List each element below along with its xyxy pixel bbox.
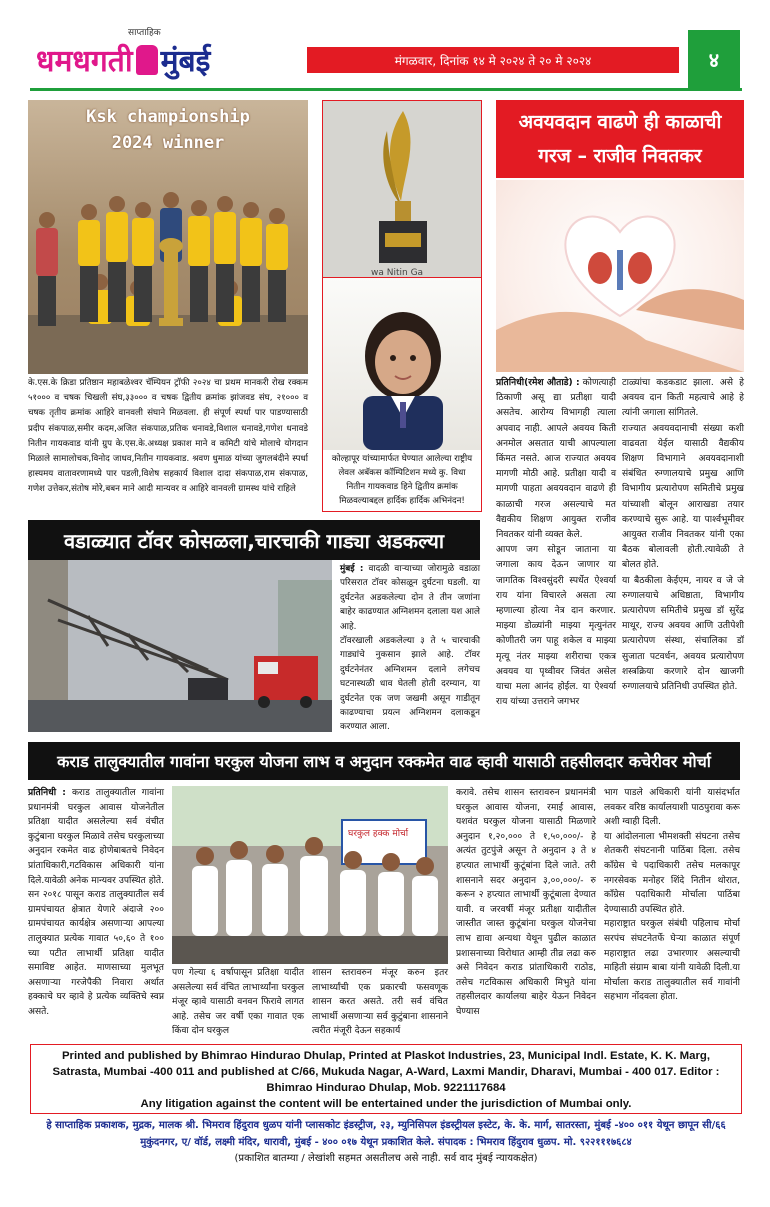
tower-article	[340, 562, 480, 734]
girl-portrait-photo	[322, 278, 482, 450]
tower-headline: वडाळ्यात टॉवर कोसळला,चारचाकी गाड्या अडकल्या	[28, 520, 480, 560]
tower-body: वादळी वाऱ्याच्या जोरामुळे वडाळा परिसरात टॉवर कोसळून दुर्घटना घडली. या दुर्घटनेत अडकलेल्या दोन ते तीन जणांना बाहेर काढण्यात अग्निशमन दलाला यश आले आहे. टॉवरखाली अडकलेल्या ३ ते ५ चारचाकी गाड्यांचे नुकसान झाले आहे. टॉवर दुर्घटनेनंतर अग्निशमन दलाने लगेचच घटनास्थळी धाव घेतली होती दरम्यान, या दुर्घटनेत एक जण जखमी असून गाडीतून काढण्याचा प्रयत्न अग्निशमन दलाकडून करण्यात आला.	[340, 564, 481, 733]
marathi-imprint	[30, 1118, 742, 1170]
karad-column-4: भाग पाडले अधिकारी यांनी यासंदर्भात लवकर वरिष्ठ कार्यालयाशी पाठपुरावा करू अशी ग्वाही दिली. या आंदोलनाला भीमशक्ती संघटना तसेच शेतकरी संघटनानी पाठिंबा दिला. तसेच कॉंग्रेस चे पदाधिकारी तसेच मलकापूर नगरसेवक मनोहर शिंदे नितीन थोरात, कॉंग्रेस पदाधिकारी मोर्चाला पाठिंबा देण्यासाठी उपस्थित होते. महाराष्ट्रात घरकुल संबंधी पहिलाच मोर्चा सरपंच संघटनेतर्फे घेऱ्या काळात संपूर्ण महाराष्ट्रात लढा उभारणार असल्याची माहिती संग्राम बाबा यांनी यावेळी दिली.या मोर्चाला कराड तालुक्यातील सर्व गावांनी सहभाग नोंदवला होता.	[604, 788, 740, 1003]
karad-col1-text: कराड तालुक्यातील गावांना प्रधानमंत्री घरकुल आवास योजनेतील प्रतिक्षा यादीत असलेल्या सर्व वंचीत कुटुंबाना घरकुल मिळावे तसेच घरकुलाच्या अनुदान रकमेत वाढ होणेबाबतचे निवेदन प्रांताधिकारी,गटविकास अधिकारी यांना दिले.यावेळी अनेक मान्यवर उपस्थित होते. सन २०१८ पासून कराड तालुक्यातील सर्व ग्रामपंचायत क्षेत्रात येणारे अंदाजे २०० ग्रामपंचायत कार्यक्षेत्र असणाऱ्या आपल्या तालुक्यात प्रत्येक गावात ५०,६० ते १०० च्या पटीत लाभार्थी प्रतिक्षा यादीत समाविष्ट आहेत. माणसाच्या मुलभूत असणाऱ्या गरजेपैकी निवारा अर्थात हक्काचे घर व्हावे हे प्रत्येक व्यक्तिचे स्वप्न असते.	[28, 788, 164, 1017]
organ-column-1	[496, 376, 616, 748]
logo-wordmark	[36, 39, 210, 80]
imprint-publisher: Printed and published by Bhimrao Hindurao Dhulap, Printed at Plaskot Industries, 23, Municipal Indl. Estate, K. K. Marg, Satrasta, Mumbai -400 011 and published at C/66, Mukuda Nagar, A-Ward, Laxmi Mandir, Dharavi, Mumbai - 400 017. Editor : Bhimrao Hindurao Dhulap, Mob. 9221117684	[52, 1050, 720, 1094]
tower-collapse-photo	[28, 560, 332, 732]
organ-dateline: प्रतिनिधी(रमेश औताडे) :	[496, 378, 580, 388]
masthead-logo	[36, 28, 268, 84]
karad-column-1	[28, 786, 164, 1032]
organ-col1-text: कोणत्याही ठिकाणी असू द्या प्रतीक्षा यादी असतेच. आरोग्य विभागही त्याला अपवाद नाही. आपले अवयव किती अनमोल असतात याची आपल्याला किंमत नसते. आज राज्यात अवयव मागणी मोठी आहे. प्रतीक्षा यादी व मागणी पाहता अवयवदान वाढणे ही काळाची गरज असल्याचे मत वैद्यकीय शिक्षण आयुक्त राजीव निवतकर यांनी व्यक्त केले. आपण जग सोडून जाताना या जगाला काय देऊन जाणार या जागतिक विश्वसुंदरी स्पर्धेत ऐश्वर्या राय यांना विचारले असता त्या म्हणाल्या होत्या नेत्र दान करणार. माझ्या डोळ्यांनी माझ्या मृत्युनंतर कोणीतरी जग पाहू शकेल व माझ्या मृत्यू नंतर माझ्या शरीराचा एकत्र अवयव या पृथ्वीवर जिवंत असेल याचा मला आनंद होईल. या ऐश्वर्या राय यांच्या उत्तराने जगभर	[496, 378, 616, 708]
organ-illustration	[496, 180, 744, 372]
imprint-marathi: हे साप्ताहिक प्रकाशक, मुद्रक, मालक श्री. भिमराव हिंदुराव धुळप यांनी प्लासकोट इंडस्ट्रीज, २३, म्युनिसिपल इंडस्ट्रीयल इस्टेट, के. के. मार्ग, सातरस्ता, मुंबई -४०० ०११ येथून छापून सी/६६ मुकुंदनगर, ए/ वॉर्ड, लक्ष्मी मंदिर, धारावी, मुंबई - ४०० ०१७ येथून प्रकाशित केले. संपादक : भिमराव हिंदुराव धुळप. मो. ९२२१११७६८४	[46, 1120, 726, 1148]
protest-banner-text: घरकुल हक्क मोर्चा	[348, 829, 409, 839]
tower-illustration	[28, 560, 332, 732]
trophy-illustration	[323, 101, 482, 278]
tower-dateline: मुंबई :	[340, 564, 364, 574]
organ-headline-line1: अवयवदान वाढणे ही काळाची	[518, 111, 722, 133]
organ-headline	[496, 100, 744, 178]
trophy-photo	[322, 100, 482, 278]
english-imprint	[30, 1044, 742, 1114]
ksk-team-illustration	[28, 100, 308, 374]
imprint-disclaimer: (प्रकाशित बातम्या / लेखांशी सहमत असतीलच असे नाही. सर्व वाद मुंबई न्यायकक्षेत)	[234, 1153, 538, 1164]
issue-date-band: मंगळवार, दिनांक १४ मे २०२४ ते २० मे २०२४	[307, 47, 679, 73]
ksk-title-line1: Ksk championship	[86, 107, 250, 127]
girl-illustration	[323, 278, 482, 450]
karad-headline: कराड तालुक्यातील गावांना घरकुल योजना लाभ व अनुदान रक्कमेत वाढ व्हावी यासाठी तहसीलदार कचेरीवर मोर्चा	[28, 742, 740, 780]
ksk-title-line2: 2024 winner	[111, 133, 225, 153]
organ-donation-photo	[496, 180, 744, 372]
karad-protest-photo	[172, 786, 448, 964]
organ-headline-line2: गरज – राजीव निवतकर	[538, 145, 702, 167]
organ-column-2: टाळ्यांचा कडकडाट झाला. असे हे अवयव दान किती महत्वाचे आहे हे त्यांनी जगाला सांगितले. राज्यात अवयवदानाची संख्या कशी वाढवता येईल यासाठी वैद्यकीय शिक्षण विभागाने अवयवदानाशी संबंधित रुग्णालयाचे प्रमुख आणि विभागीय प्रत्यारोपण समितीचे प्रमुख यांच्याशी बोलून आराखडा तयार करण्याचे सुरू आहे. या पार्श्वभूमीवर आयुक्त राजीव निवतकर यांनी एका बैठक बोलावली होती.त्यावेळी ते बोलत होते. या बैठकीला केईएम, नायर व जे जे रुग्णालयाचे अधिष्ठाता, विभागीय प्रत्यारोपण समितीचे प्रमुख डॉ सुरेंद्र माथूर, राज्य अवयव आणि उतीपेशी प्रत्यारोपण संस्था, संचालिका डॉ सुजाता पटवर्धन, अवयव प्रत्यारोपण शस्त्रक्रिया करणारे दोन खाजगी रुग्णालयाचे प्रतिनिधी उपस्थित होते.	[622, 378, 744, 693]
ksk-caption: के.एस.के क्रिडा प्रतिष्ठान महाबळेश्वर चॅम्पियन ट्रॉफी २०२४ चा प्रथम मानकरी रोख रक्कम ५१००० व चषक चिखली संघ,३३००० व चषक द्वितीय क्रमांक झांजवड संघ, २१००० व चषक तृतीय क्रमांक आहिरे वानवली संघाने मिळवला. ही संपूर्ण स्पर्धा पार पाडण्यासाठी प्रदीप संकपाळ,समीर कदम,अजित संकपाळ,प्रतिक धनावडे,विशाल धनावडे,गणेश धनावडे नितीन गायकवाड यांनी ग्रुप के.एस.के.अध्यक्ष प्रकाश माने व कमिटी यांचे मोलाचे योगदान मिळाले सामालोचक,विनोद जाधव,नितीन गायकवाड. श्रवण धुमाळ यांच्या जुगलबंदीने स्पर्धा हास्यमय वातावरणामध्ये पार पडली,विशेष सहकार्य विशाल दादा संकपाळ,राम संकपाळ, गणेश उत्तेकर,संतोष मोरे,बबन माने आदी मान्यवर व आहिरे वानवली ग्रामस्थ यांचे राहिले	[28, 378, 308, 495]
fist-icon	[136, 45, 158, 75]
imprint-litigation: Any litigation against the content will be entertained under the jurisdiction of Mumbai only.	[140, 1098, 632, 1110]
protest-illustration	[172, 786, 448, 964]
logo-word: मधगती	[54, 43, 133, 79]
karad-sub-column-2: शासन स्तरावरुन मंजूर करुन इतर लाभार्थ्यांची एक प्रकारची फसवणूक शासन करत असते. तरी सर्व वंचित लाभार्थी असणाऱ्या सर्व कुटुंबाना शासनाने त्वरीत मंजूरी देऊन सहकार्य	[312, 968, 448, 1037]
logo-weekly-label: साप्ताहिक	[128, 28, 161, 38]
ksk-team-photo	[28, 100, 308, 374]
karad-sub-column-1: पण गेल्या ६ वर्षापासून प्रतिक्षा यादीत असलेल्या सर्व वंचित लाभार्थ्यांना घरकुल मंजूर व्हावे यासाठी वनवन फिरावे लागत आहे. तसेच जर वर्षी एका गावात एक किंवा दोन घरकुल	[172, 968, 304, 1037]
logo-city: मुंबई	[160, 43, 211, 79]
trophy-watermark: wa Nitin Ga	[371, 268, 424, 278]
karad-dateline: प्रतिनिधी :	[28, 788, 66, 798]
girl-caption: कोल्हापूर यांच्यामार्फत घेण्यात आलेल्या राष्ट्रीय लेवल अबॅकस कॉम्पिटिशन मध्ये कु. विधा नितीन गायकवाड हिने द्वितीय क्रमांक मिळवल्याबद्दल हार्दिक हार्दिक अभिनंदन!	[322, 450, 482, 512]
karad-column-3: करावे. तसेच शासन स्तरावरुन प्रधानमंत्री घरकुल आवास योजना, रमाई आवास, यशवंत घरकुल योजना यासाठी मिळणारे अनुदान १,२०,००० ते १,५०,०००/- हे अत्यंत तुटपुंजे असून ते अनुदान ३ ते ४ हप्त्यात लाभार्थी कुटूंबांना दिले जाते. तरी शासनाने सदर अनुदान ३,००,०००/- रु करून २ हप्त्यात लाभार्थी कुटूंबाला देण्यात यावी. व जरवर्षी मंजूर प्रतीक्षा यादीतील जास्तीत जास्त कुटूंबांना घरकुल योजनेचा लाभ द्यावा अन्यथा येथून पुढील काळात प्रशासनाच्या विरोधात आम्ही तीव्र लढा करु असे निवेदन कराड प्रांताधिकारी राठोड, तसेच गटविकास अधिकारी मिभुते यांना तहसीलदार कार्यालया बाहेर येऊन निवेदन घेण्यास	[456, 788, 596, 1017]
page-number: ४	[688, 30, 740, 88]
masthead-divider	[30, 88, 742, 91]
logo-dha: ध	[36, 43, 55, 79]
